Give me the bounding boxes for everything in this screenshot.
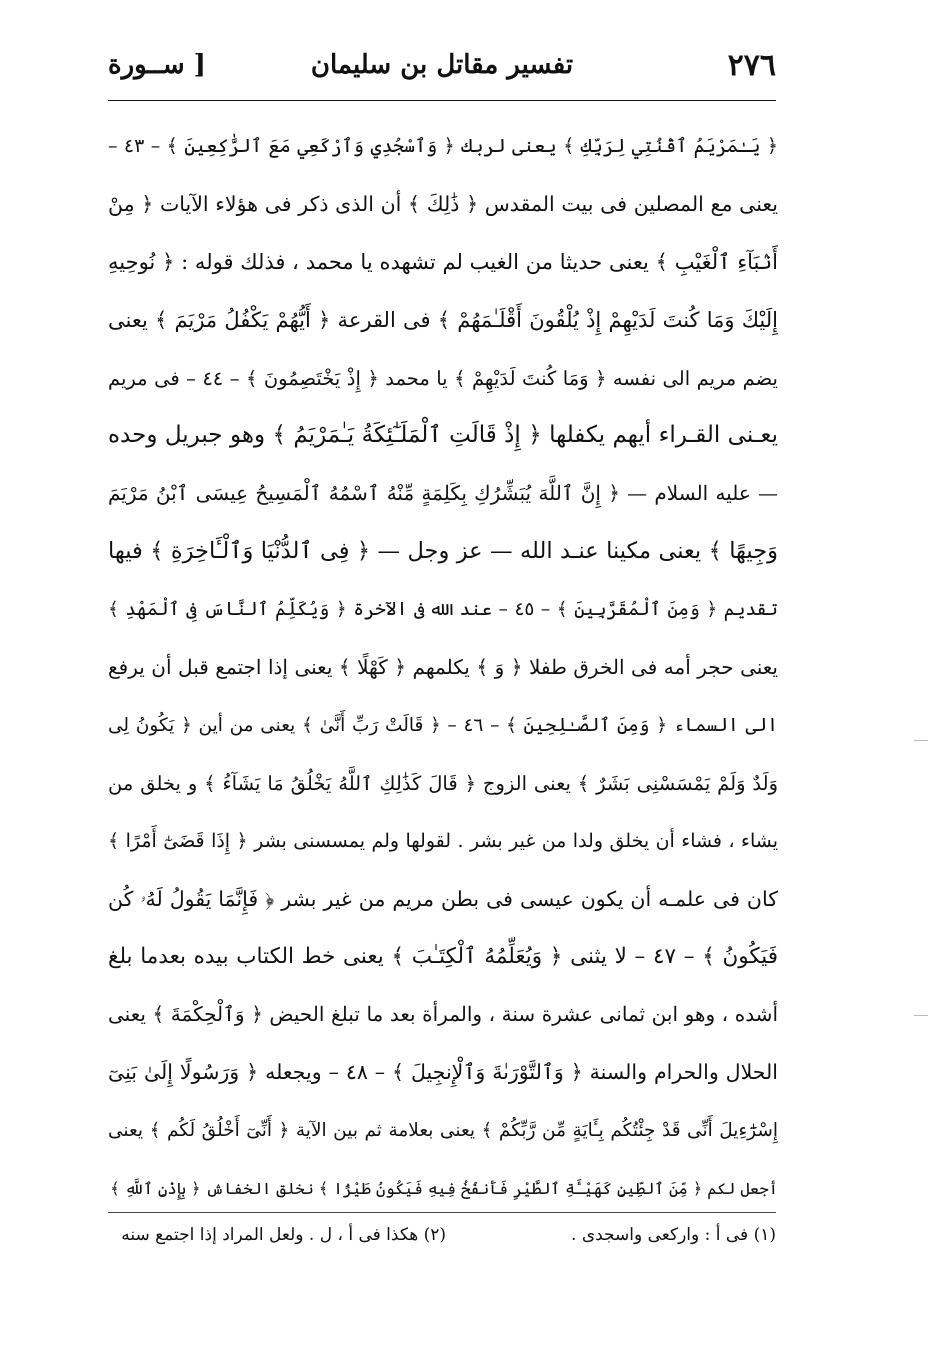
text-line: يضم مريم الى نفسه ﴿ وَمَا كُنتَ لَدَيْهِمْ ﴾ يا محمد ﴿ إِذْ يَخْتَصِمُونَ ﴾ – ٤٤ – فى مريم	[108, 366, 778, 390]
commentary-text	[108, 118, 778, 1218]
text-line: يعـنى القـراء أيهم يكفلها ﴿ إِذْ قَالَتِ ٱلْمَلَـٰٓئِكَةُ يَـٰمَرْيَمُ ﴾ وهو جبريل وحده	[108, 422, 778, 449]
text-line: تقديم ﴿ وَمِنَ ٱلْمُقَرَّبِينَ ﴾ – ٤٥ – عند الله فى الآخرة ﴿ وَيُكَلِّمُ ٱلنَّاسَ فِى ٱلْمَهْدِ ﴾	[108, 599, 778, 621]
text-line: يعنى مع المصلين فى بيت المقدس ﴿ ذَٰلِكَ ﴾ أن الذى ذكر فى هؤلاء الآيات ﴿ مِنْ	[108, 191, 778, 216]
text-line: أجعل لكم ﴿ مِّنَ ٱلطِّينِ كَهَيْـَٔةِ ٱلطَّيْرِ فَأَنفُخُ فِيهِ فَيَكُونُ طَيْرًۢا ﴾ نخلق الخفاش ﴿ بِإِذْنِ ٱللَّهِ ﴾	[110, 1179, 778, 1199]
text-line: الى السماء ﴿ وَمِنَ ٱلصَّـٰلِحِينَ ﴾ – ٤٦ – ﴿ قَالَتْ رَبِّ أَنَّىٰ ﴾ يعنى من أين ﴿ يَكُونُ لِى	[108, 714, 778, 736]
footnote-1: (١) فى أ : واركعى واسجدى .	[571, 1225, 776, 1245]
text-line: وَجِيهًا ﴾ يعنى مكينا عنـد الله — عز وجل — ﴿ فِى ٱلدُّنْيَا وَٱلْـَٔاخِرَةِ ﴾ فيها	[108, 538, 778, 565]
text-line: أشده ، وهو ابن ثمانى عشرة سنة ، والمرأة بعد ما تبلغ الحيض ﴿ وَٱلْحِكْمَةَ ﴾ يعنى	[108, 1002, 778, 1027]
margin-tick	[914, 1015, 928, 1016]
text-line: — عليه السلام — ﴿ إِنَّ ٱللَّهَ يُبَشِّرُكِ بِكَلِمَةٍ مِّنْهُ ٱسْمُهُ ٱلْمَسِيحُ عِيسَى ٱبْنُ مَرْيَمَ	[108, 481, 778, 506]
text-line: أَنۢبَآءِ ٱلْغَيْبِ ﴾ يعنى حديثا من الغيب لم تشهده يا محمد ، فذلك قوله : ﴿ نُوحِيهِ	[108, 249, 778, 274]
page-header	[108, 44, 776, 98]
page-number: ٢٧٦	[727, 48, 776, 83]
footnote-2: (٢) هكذا فى أ ، ل . ولعل المراد إذا اجتمع سنه	[121, 1225, 446, 1245]
text-line: ﴿ يَـٰمَرْيَمُ ٱقْنُتِي لِرَبِّكِ ﴾ يعنى لربك ﴿ وَٱسْجُدِي وَٱرْكَعِي مَعَ ٱلرَّٰكِعِينَ ﴾ – ٤٣ –	[108, 135, 778, 157]
text-line: الحلال والحرام والسنة ﴿ وَٱلتَّوْرَىٰةَ وَٱلْإِنجِيلَ ﴾ – ٤٨ – ويجعله ﴿ وَرَسُولًا إِلَىٰ بَنِىٓ	[108, 1060, 778, 1085]
margin-tick	[914, 740, 928, 741]
text-line: وَلَدٌ وَلَمْ يَمْسَسْنِى بَشَرٌ ﴾ يعنى الزوج ﴿ قَالَ كَذَٰلِكِ ٱللَّهُ يَخْلُقُ مَا يَشَآءُ ﴾ و يخلق من	[108, 771, 778, 795]
text-line: إِلَيْكَ وَمَا كُنتَ لَدَيْهِمْ إِذْ يُلْقُونَ أَقْلَـٰمَهُمْ ﴾ فى القرعة ﴿ أَيُّهُمْ يَكْفُلُ مَرْيَمَ ﴾ يعنى	[108, 307, 778, 332]
running-title: تفسير مقاتل بن سليمان	[310, 50, 574, 80]
footnote-rule	[108, 1212, 776, 1213]
text-line: إِسْرَٰٓءِيلَ أَنِّى قَدْ جِئْتُكُم بِـَٔايَةٍ مِّن رَّبِّكُمْ ﴾ يعنى بعلامة ثم بين الآية ﴿ أَنِّىٓ أَخْلُقُ لَكُم ﴾ يعنى	[108, 1120, 778, 1142]
surah-header-slot: [ ســورة	[108, 50, 206, 80]
text-line: فَيَكُونُ ﴾ – ٤٧ – لا يثنى ﴿ وَيُعَلِّمُهُ ٱلْكِتَـٰبَ ﴾ يعنى خط الكتاب بيده بعدما بلغ	[108, 944, 778, 970]
header-rule	[108, 100, 776, 101]
text-line: كان فى علمـه أن يكون عيسى فى بطن مريم من غير بشر ﴿ فَإِنَّمَا يَقُولُ لَهُۥ كُن	[108, 886, 778, 911]
text-line: يشاء ، فشاء أن يخلق ولدا من غير بشر . لقولها ولم يمسسنى بشر ﴿ إِذَا قَضَىٰٓ أَمْرًا ﴾	[108, 829, 778, 852]
text-line: يعنى حجر أمه فى الخرق طفلا ﴿ وَ ﴾ يكلمهم ﴿ كَهْلًا ﴾ يعنى إذا اجتمع قبل أن يرفع	[108, 655, 778, 680]
